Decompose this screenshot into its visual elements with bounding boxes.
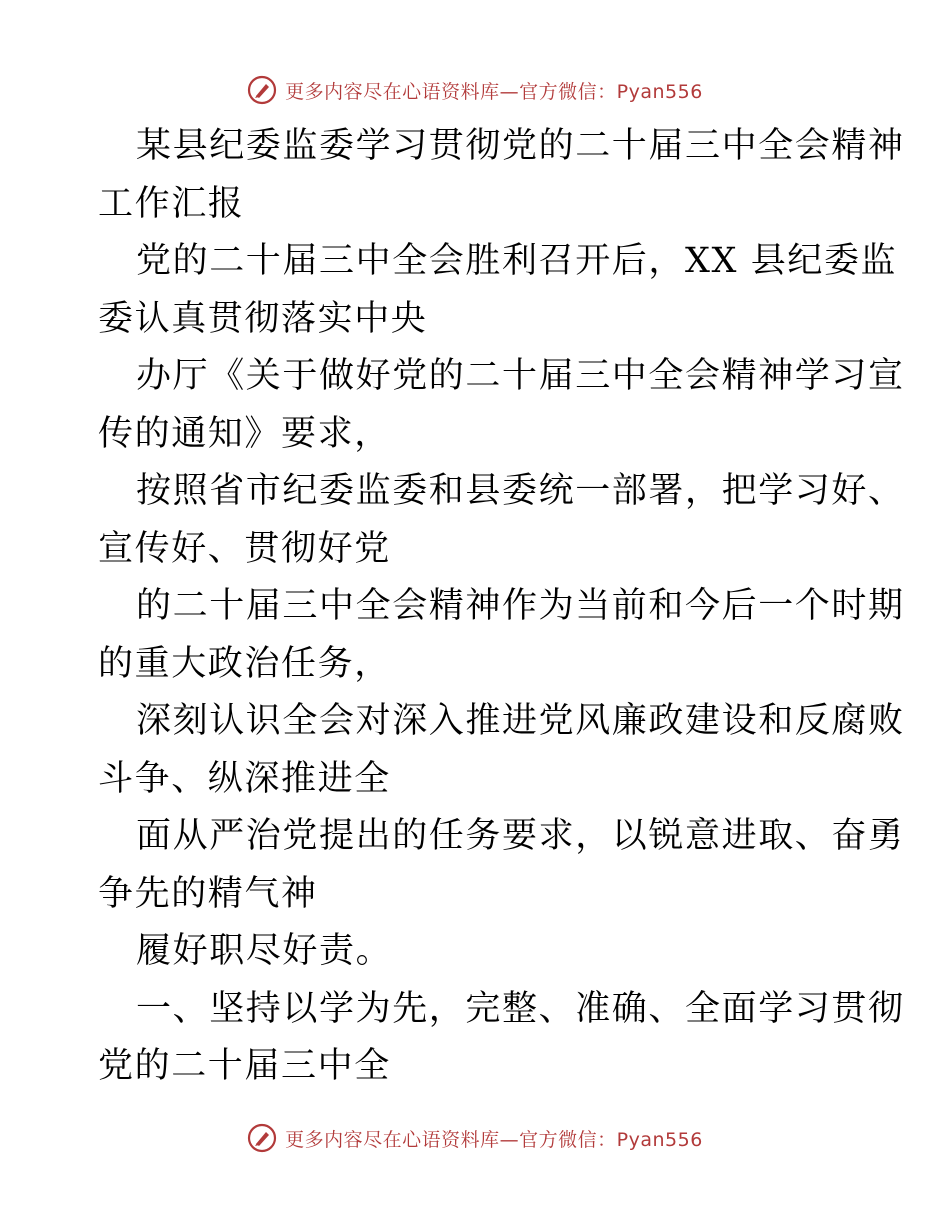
watermark-footer: [0, 1118, 950, 1158]
paragraph-line: 党的二十届三中全会胜利召开后，XX 县纪委监: [136, 241, 898, 281]
paragraph-line: 的重大政治任务，: [98, 643, 391, 684]
document-body: [98, 118, 905, 1096]
pen-nib-seal-icon: [247, 75, 277, 105]
paragraph: [98, 463, 905, 578]
paragraph-line: 深刻认识全会对深入推进党风廉政建设和反腐败: [136, 701, 905, 741]
pen-nib-seal-icon: [247, 1123, 277, 1153]
paragraph-line: 面从严治党提出的任务要求，以锐意进取、奋勇: [136, 816, 905, 856]
paragraph: [98, 233, 898, 348]
heading-line: 党的二十届三中全: [98, 1046, 391, 1086]
paragraph-line: 委认真贯彻落实中央: [98, 298, 428, 339]
paragraph-line: 宣传好、贯彻好党: [98, 528, 391, 569]
paragraph: [98, 578, 905, 693]
paragraph-line: 履好职尽好责。: [136, 931, 393, 971]
title-line: 工作汇报: [98, 183, 245, 224]
watermark-text: 更多内容尽在心语资料库—官方微信：Pyan556: [285, 80, 703, 103]
paragraph: [98, 348, 905, 463]
paragraph-line: 争先的精气神: [98, 873, 318, 914]
document-title: [98, 118, 905, 233]
paragraph-line: 办厅《关于做好党的二十届三中全会精神学习宣: [136, 356, 905, 396]
paragraph: [98, 923, 858, 981]
section-heading: [98, 981, 905, 1096]
watermark-header: [0, 70, 950, 110]
paragraph: [98, 808, 905, 923]
paragraph-line: 传的通知》要求，: [98, 413, 391, 454]
paragraph: [98, 693, 905, 808]
heading-line: 一、坚持以学为先，完整、准确、全面学习贯彻: [136, 988, 905, 1029]
watermark-text: 更多内容尽在心语资料库—官方微信：Pyan556: [285, 1128, 703, 1151]
paragraph-line: 按照省市纪委监委和县委统一部署，把学习好、: [136, 471, 905, 511]
paragraph-line: 斗争、纵深推进全: [98, 758, 391, 799]
paragraph-line: 的二十届三中全会精神作为当前和今后一个时期: [136, 586, 905, 626]
title-line: 某县纪委监委学习贯彻党的二十届三中全会精神: [136, 126, 905, 166]
